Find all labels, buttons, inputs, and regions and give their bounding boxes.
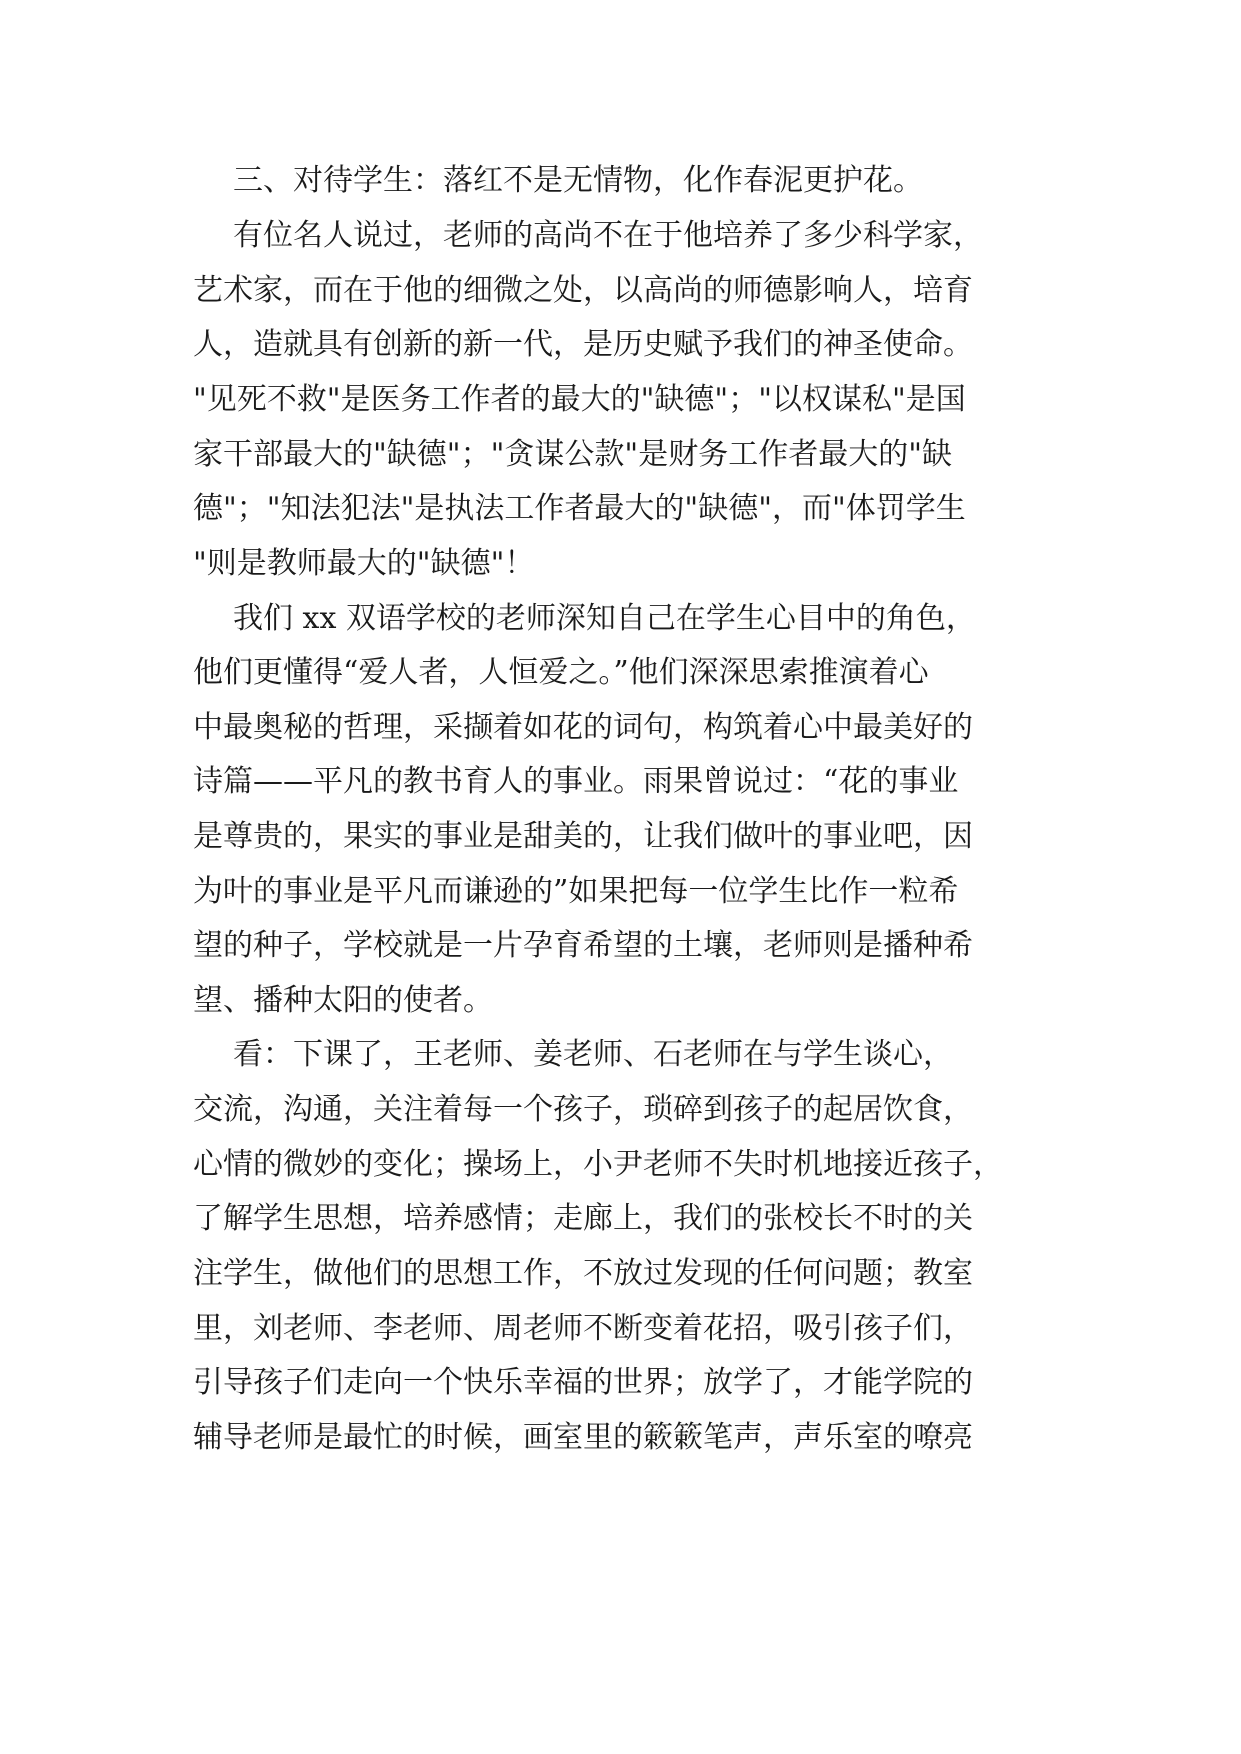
text-line: "则是教师最大的"缺德"！ bbox=[193, 546, 535, 581]
text-line: 心情的微妙的变化；操场上，小尹老师不失时机地接近孩子， bbox=[193, 1147, 1003, 1182]
text-line: 引导孩子们走向一个快乐幸福的世界；放学了，才能学院的 bbox=[193, 1365, 973, 1400]
text-line: 德"；"知法犯法"是执法工作者最大的"缺德"，而"体罚学生 bbox=[193, 491, 966, 526]
text-line: 为叶的事业是平凡而谦逊的”如果把每一位学生比作一粒希 bbox=[193, 874, 959, 909]
text-line: 中最奥秘的哲理，采撷着如花的词句，构筑着心中最美好的 bbox=[193, 710, 973, 745]
text-line: 有位名人说过，老师的高尚不在于他培养了多少科学家， bbox=[233, 218, 983, 253]
text-line: 他们更懂得“爱人者，人恒爱之。”他们深深思索推演着心 bbox=[193, 655, 929, 690]
text-line: 是尊贵的，果实的事业是甜美的，让我们做叶的事业吧，因 bbox=[193, 819, 973, 854]
text-line: 交流，沟通，关注着每一个孩子，琐碎到孩子的起居饮食， bbox=[193, 1092, 973, 1127]
text-line: 望的种子，学校就是一片孕育希望的土壤，老师则是播种希 bbox=[193, 928, 973, 963]
text-line: 家干部最大的"缺德"；"贪谋公款"是财务工作者最大的"缺 bbox=[193, 437, 952, 472]
text-line: 辅导老师是最忙的时候，画室里的簌簌笔声，声乐室的嘹亮 bbox=[193, 1420, 973, 1455]
text-line: 注学生，做他们的思想工作，不放过发现的任何问题；教室 bbox=[193, 1256, 973, 1291]
text-line: 诗篇——平凡的教书育人的事业。雨果曾说过：“花的事业 bbox=[193, 764, 959, 799]
text-line: 我们 xx 双语学校的老师深知自己在学生心目中的角色， bbox=[233, 601, 976, 636]
text-line: "见死不救"是医务工作者的最大的"缺德"；"以权谋私"是国 bbox=[193, 382, 966, 417]
text-line: 了解学生思想，培养感情；走廊上，我们的张校长不时的关 bbox=[193, 1201, 973, 1236]
text-line: 望、播种太阳的使者。 bbox=[193, 983, 493, 1018]
text-line: 艺术家，而在于他的细微之处，以高尚的师德影响人，培育 bbox=[193, 273, 973, 308]
text-line: 人，造就具有创新的新一代，是历史赋予我们的神圣使命。 bbox=[193, 327, 973, 362]
text-line: 里，刘老师、李老师、周老师不断变着花招，吸引孩子们， bbox=[193, 1311, 973, 1346]
text-line: 看：下课了，王老师、姜老师、石老师在与学生谈心， bbox=[233, 1037, 953, 1072]
heading-line: 三、对待学生：落红不是无情物，化作春泥更护花。 bbox=[233, 163, 923, 198]
